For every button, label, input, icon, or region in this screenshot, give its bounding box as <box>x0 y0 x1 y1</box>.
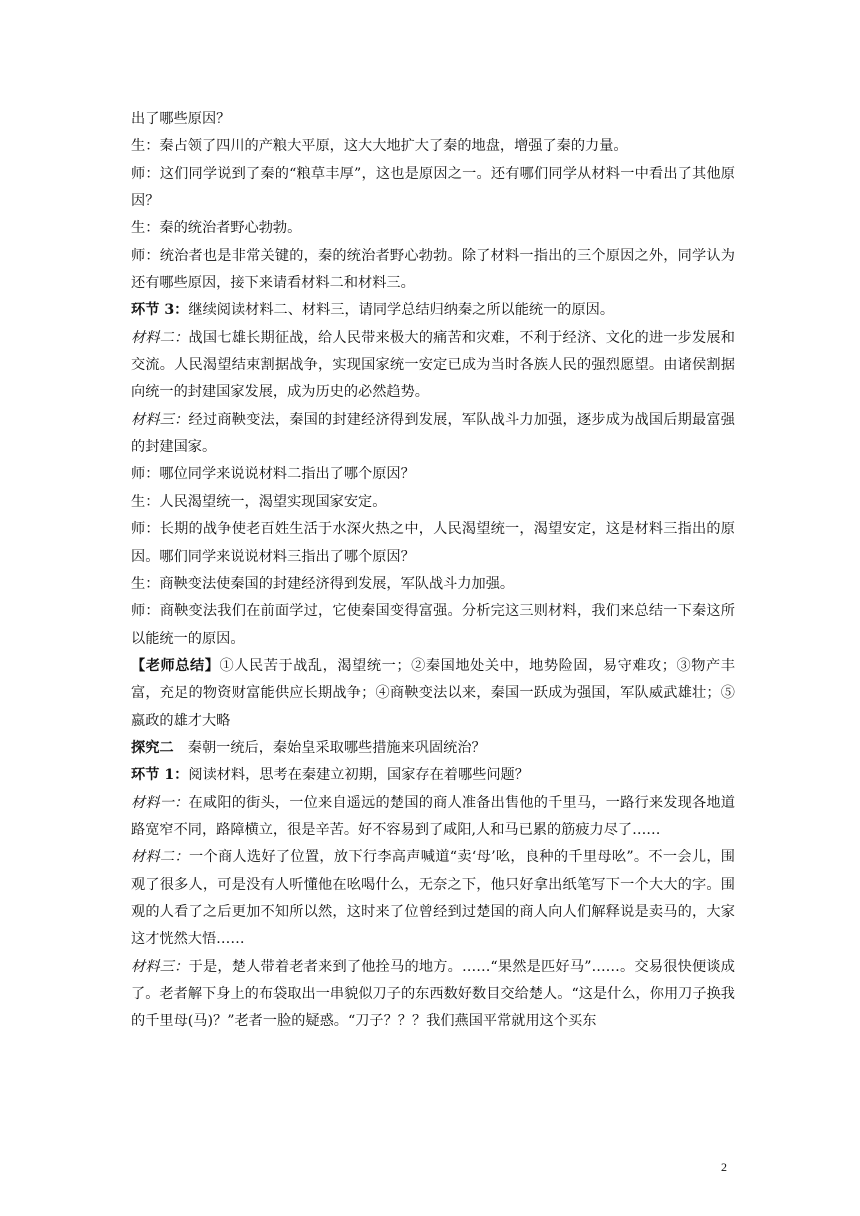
section-heading: 探究二 秦朝一统后，秦始皇采取哪些措施来巩固统治？ <box>131 739 486 756</box>
teacher-summary: 【老师总结】①人民苦于战乱，渴望统一；②秦国地处关中，地势险固，易守难攻；③物产丰富，充足的物资财富能供应长期战争；④商鞅变法以来，秦国一跃成为强国，军队威武雄壮；⑤嬴政的雄才大略 <box>131 657 735 729</box>
material-paragraph: 材料三：经过商鞅变法，秦国的封建经济得到发展，军队战斗力加强，逐步成为战国后期最富强的封建国家。 <box>131 411 735 456</box>
paragraph: 师：长期的战争使老百姓生活于水深火热之中，人民渴望统一，渴望安定，这是材料三指出的原因。哪们同学来说说材料三指出了哪个原因？ <box>131 521 735 565</box>
material-label: 材料三： <box>131 958 189 975</box>
step-label: 环节 1： <box>131 767 189 784</box>
paragraph: 师：统治者也是非常关键的，秦的统治者野心勃勃。除了材料一指出的三个原因之外，同学认为还有哪些原因，接下来请看材料二和材料三。 <box>131 247 735 292</box>
inquiry-label: 探究二 <box>131 739 174 756</box>
material-paragraph: 材料二：战国七雄长期征战，给人民带来极大的痛苦和灾难，不利于经济、文化的进一步发展和交流。人民渴望结束割据战争，实现国家统一安定已成为当时各族人民的强烈愿望。由诸侯割据向统一的封建国家发展，成为历史的必然趋势。 <box>131 329 735 401</box>
material-paragraph: 材料三：于是，楚人带着老者来到了他拴马的地方。……“果然是匹好马”……。交易很快便谈成了。老者解下身上的布袋取出一串貌似刀子的东西数好数目交给楚人。“这是什么，你用刀子换我的千里母(马)？”老者一脸的疑惑。“刀子？？？我们燕国平常就用这个买东 <box>131 958 735 1030</box>
paragraph: 师：这们同学说到了秦的“粮草丰厚”，这也是原因之一。还有哪们同学从材料一中看出了其他原因？ <box>131 165 735 210</box>
material-label: 材料三： <box>131 411 189 428</box>
paragraph: 生：人民渴望统一，渴望实现国家安定。 <box>131 493 387 510</box>
paragraph: 出了哪些原因？ <box>131 111 231 127</box>
page-body <box>131 106 735 1036</box>
paragraph: 生：秦占领了四川的产粮大平原，这大大地扩大了秦的地盘，增强了秦的力量。 <box>131 138 628 155</box>
material-paragraph: 材料一：在咸阳的街头，一位来自遥远的楚国的商人准备出售他的千里马，一路行来发现各地道路宽窄不同，路障横立，很是辛苦。好不容易到了咸阳,人和马已累的筋疲力尽了…… <box>131 794 735 838</box>
section-step: 环节 1：阅读材料，思考在秦建立初期，国家存在着哪些问题？ <box>131 767 529 784</box>
summary-label: 【老师总结】 <box>131 657 220 674</box>
material-label: 材料二： <box>131 329 189 346</box>
paragraph: 生：秦的统治者野心勃勃。 <box>131 220 302 237</box>
paragraph: 生：商鞅变法使秦国的封建经济得到发展，军队战斗力加强。 <box>131 575 515 592</box>
material-paragraph: 材料二：一个商人选好了位置，放下行李高声喊道“卖‘母’吆，良种的千里母吆”。不一会儿，围观了很多人，可是没有人听懂他在吆喝什么，无奈之下，他只好拿出纸笔写下一个大大的字。围观的人看了之后更加不知所以然，这时来了位曾经到过楚国的商人向人们解释说是卖马的，大家这才恍然大悟…… <box>131 849 735 948</box>
material-label: 材料二： <box>131 849 189 866</box>
page-number: 2 <box>721 1160 727 1174</box>
section-step: 环节 3：继续阅读材料二、材料三，请同学总结归纳秦之所以能统一的原因。 <box>131 302 615 319</box>
material-label: 材料一： <box>131 794 189 811</box>
paragraph: 师：哪位同学来说说材料二指出了哪个原因？ <box>131 466 415 483</box>
paragraph: 师：商鞅变法我们在前面学过，它使秦国变得富强。分析完这三则材料，我们来总结一下秦这所以能统一的原因。 <box>131 603 735 647</box>
step-label: 环节 3： <box>131 302 189 319</box>
